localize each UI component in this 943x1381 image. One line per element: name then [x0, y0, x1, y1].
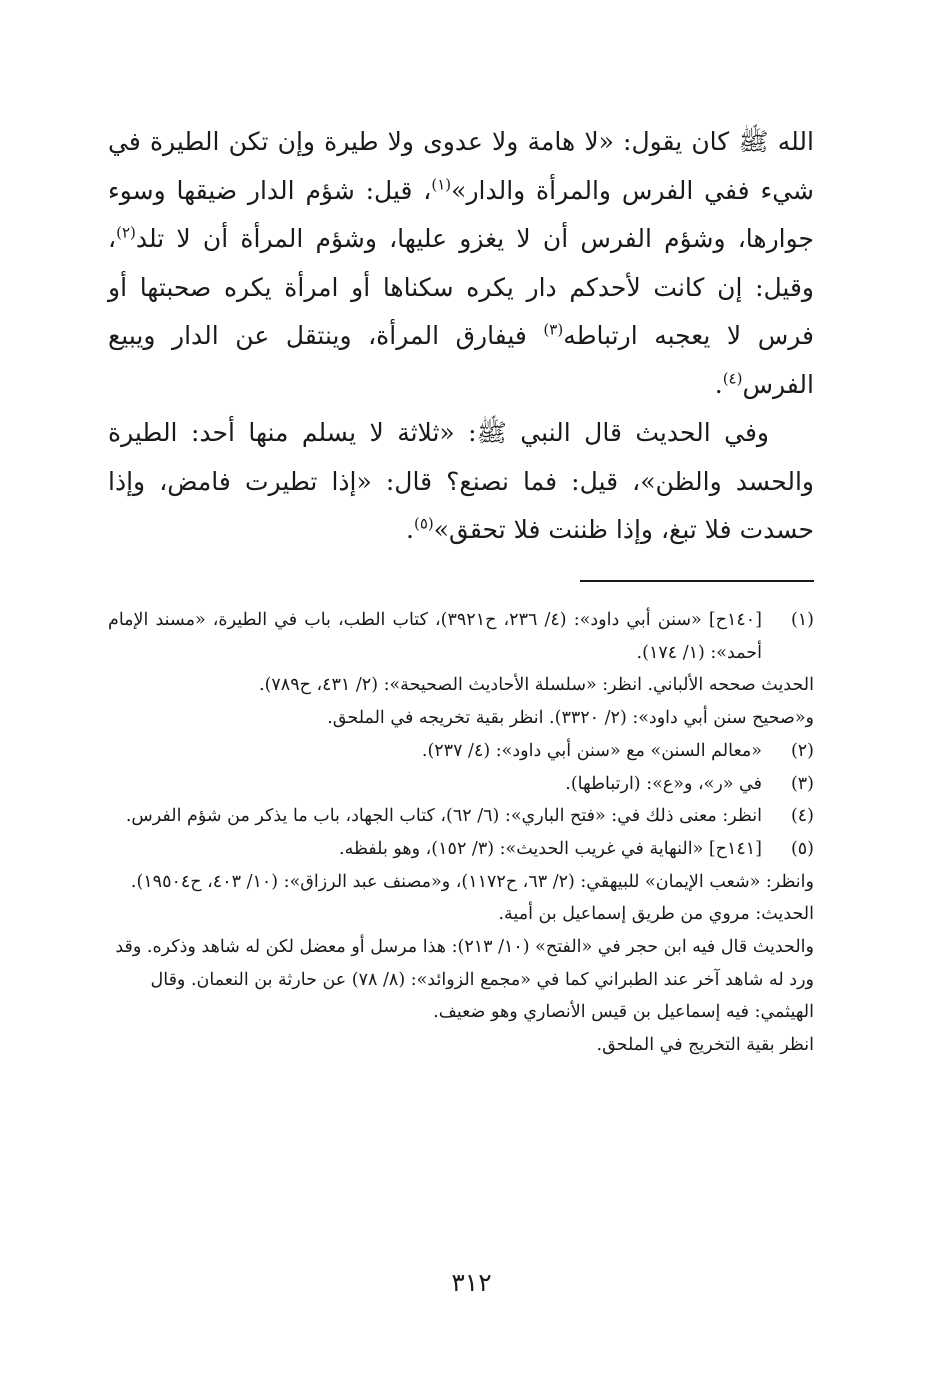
- footnote-1: [108, 604, 814, 669]
- paragraph-1-end: .: [714, 369, 723, 399]
- page-number: ٣١٢: [451, 1268, 492, 1297]
- footnote-5: [108, 833, 814, 866]
- footnote-number: (١): [790, 610, 814, 630]
- footnote-5-line-4: والحديث قال فيه ابن حجر في «الفتح» (١٠/ ٢١٣): هذا مرسل أو معضل لكن له شاهد وذكره. وقد ورد له شاهد آخر عند الطبراني كما في «مجمع الزوائد»: (٨/ ٧٨) عن حارثة بن النعمان. وقال الهيثمي: فيه إسماعيل بن قيس الأنصاري وهو ضعيف.: [115, 937, 814, 1023]
- footnote-ref-3: (٣): [543, 320, 564, 339]
- paragraph-2: [108, 409, 814, 555]
- footnote-number: (٣): [790, 773, 814, 794]
- footnote-ref-4: (٤): [722, 369, 743, 388]
- footnote-number: (٢): [790, 740, 814, 761]
- footnote-4: [108, 800, 814, 833]
- footnote-number: (٤): [790, 806, 814, 827]
- paragraph-1-text-d: فيفارق المرأة، وينتقل عن الدار ويبيع الفرس: [108, 321, 814, 399]
- footnote-text: [١٤٠ح] «سنن أبي داود»: (٤/ ٢٣٦، ح٣٩٢١)، كتاب الطب، باب في الطيرة، «مسند الإمام أحمد»: (١/ ١٧٤).: [108, 610, 762, 663]
- footnote-number: (٥): [790, 838, 814, 859]
- footnote-2: [108, 735, 814, 768]
- footnote-ref-2: (٢): [116, 223, 136, 242]
- footnote-3: [108, 768, 814, 801]
- footnote-text: «معالم السنن» مع «سنن أبي داود»: (٤/ ٢٣٧).: [421, 740, 762, 761]
- paragraph-1-text-b: ، قيل: شؤم الدار ضيقها وسوء جوارها، وشؤم الفرس أن لا يغزو عليها، وشؤم المرأة أن لا تلد: [108, 175, 814, 253]
- footnote-separator: [580, 580, 814, 582]
- paragraph-2-end: .: [406, 515, 414, 544]
- footnote-1-line-3: و«صحيح سنن أبي داود»: (٢/ ٣٣٢٠). انظر بقية تخريجه في الملحق.: [327, 708, 814, 729]
- footnote-text: [١٤١ح] «النهاية في غريب الحديث»: (٣/ ١٥٢)، وهو بلفظه.: [339, 838, 762, 859]
- footnote-1-line-2: الحديث صححه الألباني. انظر: «سلسلة الأحاديث الصحيحة»: (٢/ ٤٣١، ح٧٨٩).: [259, 675, 814, 696]
- paragraph-1-text-a: الله ﷺ كان يقول: «لا هامة ولا عدوى ولا طيرة وإن تكن الطيرة في شيء ففي الفرس والمرأة والدار»: [108, 127, 814, 205]
- footnote-ref-1: (١): [431, 175, 452, 194]
- main-text: [108, 118, 814, 555]
- footnotes: [108, 604, 814, 1062]
- footnote-text: انظر: معنى ذلك في: «فتح الباري»: (٦/ ٦٢)، كتاب الجهاد، باب ما يذكر من شؤم الفرس.: [125, 806, 762, 827]
- footnote-ref-5: (٥): [413, 514, 434, 533]
- paragraph-2-text: وفي الحديث قال النبي ﷺ: «ثلاثة لا يسلم منها أحد: الطيرة والحسد والظن»، قيل: فما نصنع؟ قال: «إذا تطيرت فامض، وإذا حسدت فلا تبغ، وإذا ظننت فلا تحقق»: [108, 418, 814, 544]
- footnote-text: في «ر»، و«ع»: (ارتباطها).: [565, 773, 762, 794]
- paragraph-1-text-c: ، وقيل: إن كانت لأحدكم دار يكره سكناها أو امرأة يكره صحبتها أو فرس لا يعجبه ارتباطه: [108, 224, 815, 350]
- footnote-5-line-2: وانظر: «شعب الإيمان» للبيهقي: (٢/ ٦٣، ح١١٧٢)، و«مصنف عبد الرزاق»: (١٠/ ٤٠٣، ح١٩٥٠٤).: [130, 871, 814, 892]
- footnote-5-line-5: انظر بقية التخريج في الملحق.: [596, 1035, 814, 1056]
- footnote-5-line-3: الحديث: مروي من طريق إسماعيل بن أمية.: [498, 904, 814, 925]
- paragraph-1: [108, 118, 814, 409]
